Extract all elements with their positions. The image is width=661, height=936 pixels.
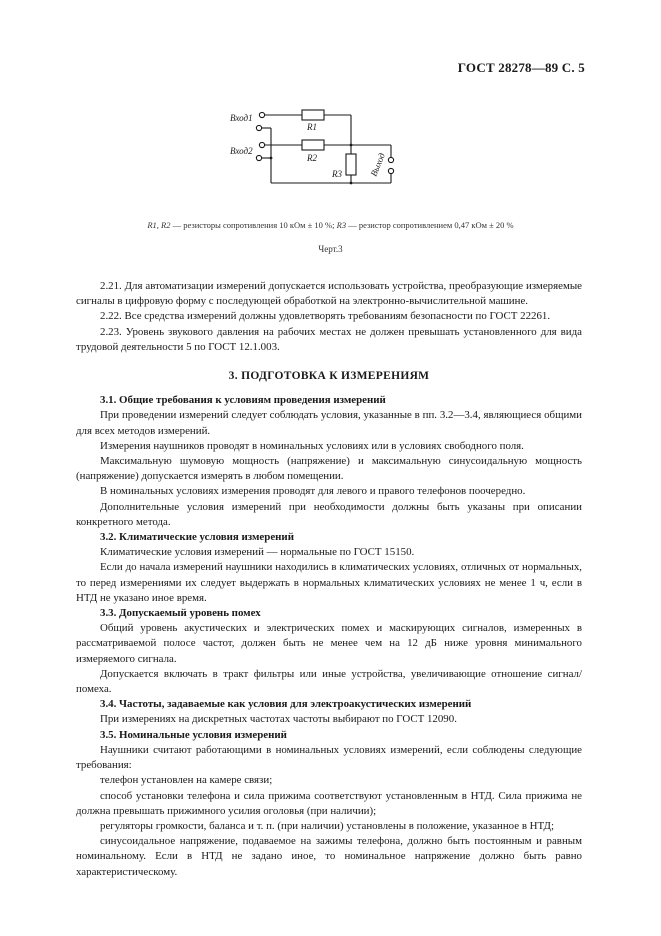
document-body xyxy=(76,279,582,880)
p-3-2-1: Климатические условия измерений — нормальные по ГОСТ 15150. xyxy=(100,546,415,559)
circuit-diagram xyxy=(224,95,414,195)
p-3-1-1: При проведении измерений следует соблюдать условия, указанные в пп. 3.2—3.4, являющиеся общими для всех методов измерений. xyxy=(76,409,582,437)
caption-r3: R3 xyxy=(336,220,347,230)
p-3-4-1: При измерениях на дискретных частотах частоты выбирают по ГОСТ 12090. xyxy=(100,713,457,726)
paragraph-2-23: 2.23. Уровень звукового давления на рабочих местах не должен превышать установленного для вида трудовой деятельности 5 по ГОСТ 12.1.003. xyxy=(76,325,582,353)
section-title: 3. ПОДГОТОВКА К ИЗМЕРЕНИЯМ xyxy=(228,370,430,383)
figure-number: Черт.3 xyxy=(318,244,343,254)
label-output: Выход xyxy=(368,151,387,178)
p-3-3-1: Общий уровень акустических и электрических помех и маскирующих сигналов, измеренных в рассматриваемой полосе частот, должен быть не менее чем на 12 дБ ниже уровня минимального измеряемого сигнала. xyxy=(76,622,582,665)
paragraph-2-21: 2.21. Для автоматизации измерений допускается использовать устройства, преобразующие измеряемые сигналы в цифровую форму с последующей обработкой на электронно-вычислительной машине. xyxy=(76,280,582,308)
heading-3-3: 3.3. Допускаемый уровень помех xyxy=(100,607,261,620)
p-3-2-2: Если до начала измерений наушники находились в климатических условиях, отличных от нормальных, то перед измерениями их следует выдержать в нормальных климатических условиях не менее 1 ч, если в НТД не указано иное время. xyxy=(76,561,582,604)
paragraph-2-22: 2.22. Все средства измерений должны удовлетворять требованиям безопасности по ГОСТ 22261. xyxy=(100,310,551,323)
heading-3-4: 3.4. Частоты, задаваемые как условия для электроакустических измерений xyxy=(100,698,472,711)
label-r2: R2 xyxy=(307,153,317,163)
caption-part2: — резистор сопротивлением 0,47 кОм ± 20 % xyxy=(346,220,514,230)
label-r3: R3 xyxy=(332,169,342,179)
p-3-1-4: В номинальных условиях измерения проводят для левого и правого телефонов поочередно. xyxy=(100,485,526,498)
resistor-r2 xyxy=(302,140,324,150)
p-3-5-2: телефон установлен на камере связи; xyxy=(100,774,273,787)
p-3-5-4: регуляторы громкости, баланса и т. п. (при наличии) установлены в положение, указанное в НТД; xyxy=(100,819,554,832)
heading-3-1: 3.1. Общие требования к условиям проведения измерений xyxy=(100,394,386,407)
p-3-5-3: способ установки телефона и сила прижима соответствуют установленным в НТД. Сила прижима не должна превышать прижимного усилия оголовья (при наличии); xyxy=(76,789,582,817)
p-3-1-5: Дополнительные условия измерений при необходимости должны быть указаны при описании конкретного метода. xyxy=(76,500,582,528)
page-header: ГОСТ 28278—89 С. 5 xyxy=(457,60,585,75)
p-3-3-2: Допускается включать в тракт фильтры или иные устройства, увеличивающие отношение сигнал/помеха. xyxy=(76,667,582,696)
label-input2: Вход2 xyxy=(230,146,253,156)
heading-3-5: 3.5. Номинальные условия измерений xyxy=(100,728,287,741)
caption-r1r2: R1, R2 xyxy=(147,220,171,230)
caption-part1: — резисторы сопротивления 10 кОм ± 10 %; xyxy=(170,220,337,230)
label-input1: Вход1 xyxy=(230,113,253,123)
resistor-r1 xyxy=(302,110,324,120)
p-3-5-1: Наушники считают работающими в номинальных условиях измерений, если соблюдены следующие требования: xyxy=(76,743,582,772)
label-r1: R1 xyxy=(307,122,317,132)
p-3-1-2: Измерения наушников проводят в номинальных условиях или в условиях свободного поля. xyxy=(100,439,524,452)
p-3-1-3: Максимальную шумовую мощность (напряжение) и максимальную синусоидальную мощность (напряжение) допускается измерять в любом помещении. xyxy=(76,455,582,483)
p-3-5-5: синусоидальное напряжение, подаваемое на зажимы телефона, должно быть постоянным и равным номинальному. Если в НТД не задано иное, то номинальное напряжение должно быть равно характеристическому. xyxy=(76,835,582,878)
heading-3-2: 3.2. Климатические условия измерений xyxy=(100,531,294,544)
figure-caption xyxy=(0,220,661,230)
resistor-r3 xyxy=(346,154,356,175)
